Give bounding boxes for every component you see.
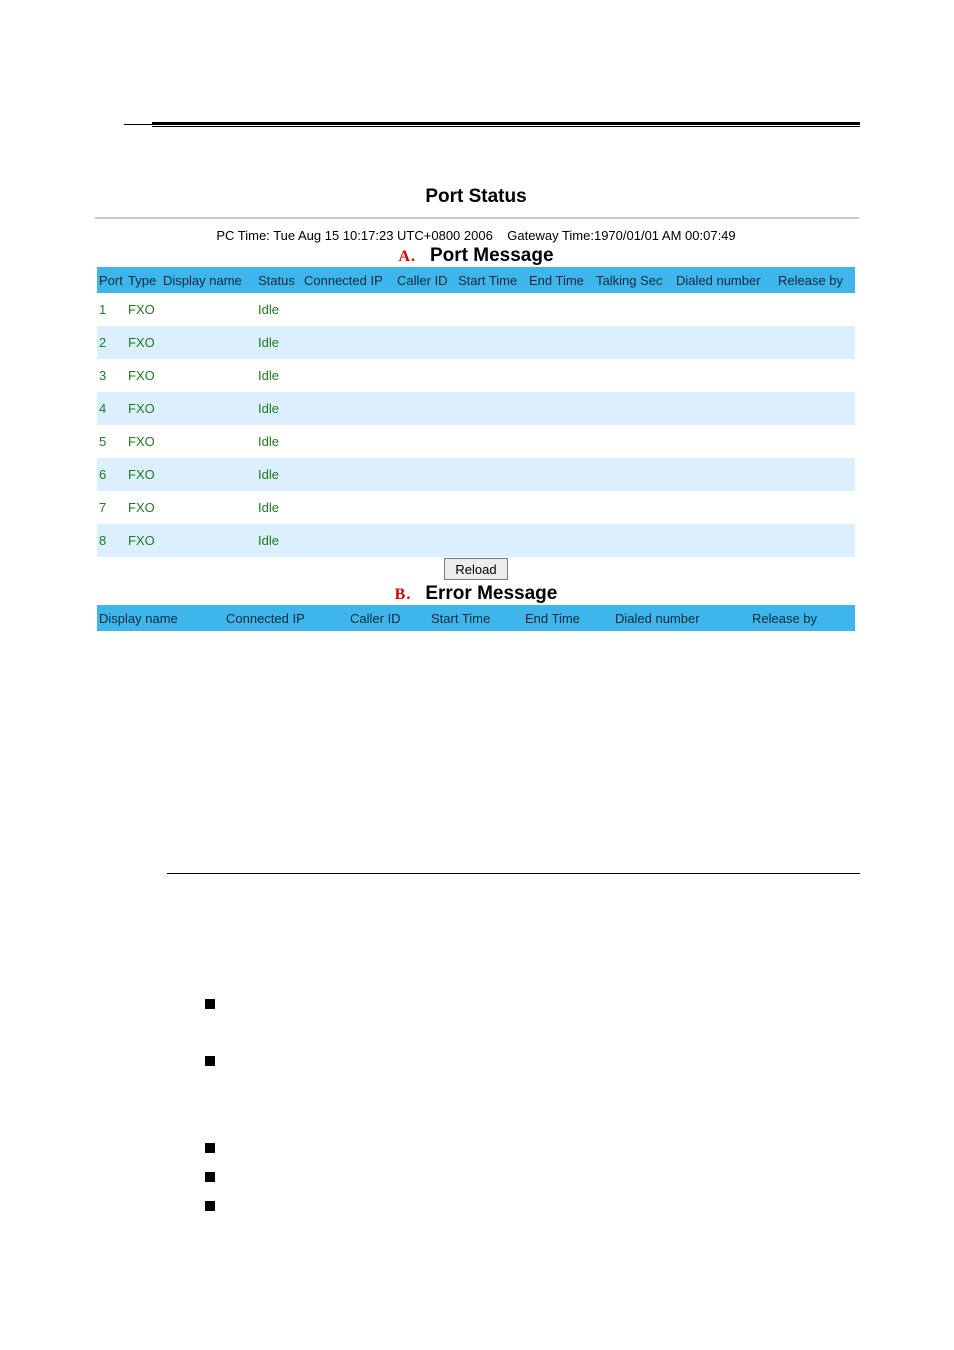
reload-button[interactable]: Reload	[444, 558, 508, 580]
error-message-mark: B.	[394, 586, 412, 603]
col-release-by: Release by	[750, 605, 855, 631]
cell-port: 1	[97, 293, 126, 326]
cell-port: 2	[97, 326, 126, 359]
cell-type: FXO	[126, 458, 161, 491]
port-message-title: Port Message	[430, 245, 554, 266]
cell-status: Idle	[256, 392, 302, 425]
bullet-square-icon	[205, 1056, 215, 1066]
port-message-table	[97, 267, 855, 557]
table-row	[97, 359, 855, 392]
table-row	[97, 458, 855, 491]
pc-time-value: Tue Aug 15 10:17:23 UTC+0800 2006	[273, 228, 493, 243]
col-connected-ip: Connected IP	[224, 605, 348, 631]
cell-status: Idle	[256, 359, 302, 392]
cell-type: FXO	[126, 425, 161, 458]
section-divider	[167, 873, 860, 874]
cell-port: 6	[97, 458, 126, 491]
col-caller-id: Caller ID	[395, 267, 456, 293]
port-message-heading	[95, 245, 857, 267]
cell-display-name	[161, 326, 256, 359]
port-table-header	[97, 267, 855, 293]
cell-type: FXO	[126, 293, 161, 326]
cell-display-name	[161, 524, 256, 557]
col-status: Status	[256, 267, 302, 293]
table-row	[97, 392, 855, 425]
cell-display-name	[161, 425, 256, 458]
cell-status: Idle	[256, 491, 302, 524]
cell-status: Idle	[256, 458, 302, 491]
table-row	[97, 425, 855, 458]
cell-type: FXO	[126, 359, 161, 392]
cell-display-name	[161, 293, 256, 326]
cell-port: 8	[97, 524, 126, 557]
error-message-heading	[95, 583, 857, 605]
cell-port: 3	[97, 359, 126, 392]
col-end-time: End Time	[523, 605, 613, 631]
cell-type: FXO	[126, 524, 161, 557]
bullet-square-icon	[205, 999, 215, 1009]
top-rule-thick	[152, 122, 860, 125]
error-message-table	[97, 605, 855, 631]
cell-port: 7	[97, 491, 126, 524]
page-title: Port Status	[425, 186, 527, 207]
cell-status: Idle	[256, 425, 302, 458]
table-row	[97, 326, 855, 359]
gateway-time-label: Gateway Time:	[507, 228, 594, 243]
col-port: Port	[97, 267, 126, 293]
cell-display-name	[161, 359, 256, 392]
time-line	[95, 228, 857, 243]
table-row	[97, 491, 855, 524]
col-connected-ip: Connected IP	[302, 267, 395, 293]
cell-port: 5	[97, 425, 126, 458]
pc-time-label: PC Time:	[216, 228, 270, 243]
table-row	[97, 524, 855, 557]
gateway-time-value: 1970/01/01 AM 00:07:49	[593, 228, 736, 243]
error-message-title: Error Message	[425, 583, 558, 604]
col-talking-sec: Talking Sec	[594, 267, 674, 293]
bullet-square-icon	[205, 1201, 215, 1211]
port-message-mark: A.	[398, 248, 416, 265]
col-end-time: End Time	[527, 267, 594, 293]
cell-status: Idle	[256, 326, 302, 359]
title-divider	[95, 217, 859, 219]
col-start-time: Start Time	[429, 605, 523, 631]
bullet-square-icon	[205, 1172, 215, 1182]
top-rule-inner	[152, 126, 860, 127]
col-start-time: Start Time	[456, 267, 527, 293]
cell-type: FXO	[126, 326, 161, 359]
cell-type: FXO	[126, 491, 161, 524]
cell-display-name	[161, 491, 256, 524]
col-dialed-number: Dialed number	[674, 267, 776, 293]
cell-status: Idle	[256, 293, 302, 326]
col-dialed-number: Dialed number	[613, 605, 750, 631]
cell-port: 4	[97, 392, 126, 425]
col-display-name: Display name	[161, 267, 256, 293]
col-type: Type	[126, 267, 161, 293]
col-display-name: Display name	[97, 605, 224, 631]
error-table-header	[97, 605, 855, 631]
table-row	[97, 293, 855, 326]
col-release-by: Release by	[776, 267, 855, 293]
cell-display-name	[161, 458, 256, 491]
col-caller-id: Caller ID	[348, 605, 429, 631]
cell-type: FXO	[126, 392, 161, 425]
cell-display-name	[161, 392, 256, 425]
cell-status: Idle	[256, 524, 302, 557]
bullet-square-icon	[205, 1143, 215, 1153]
